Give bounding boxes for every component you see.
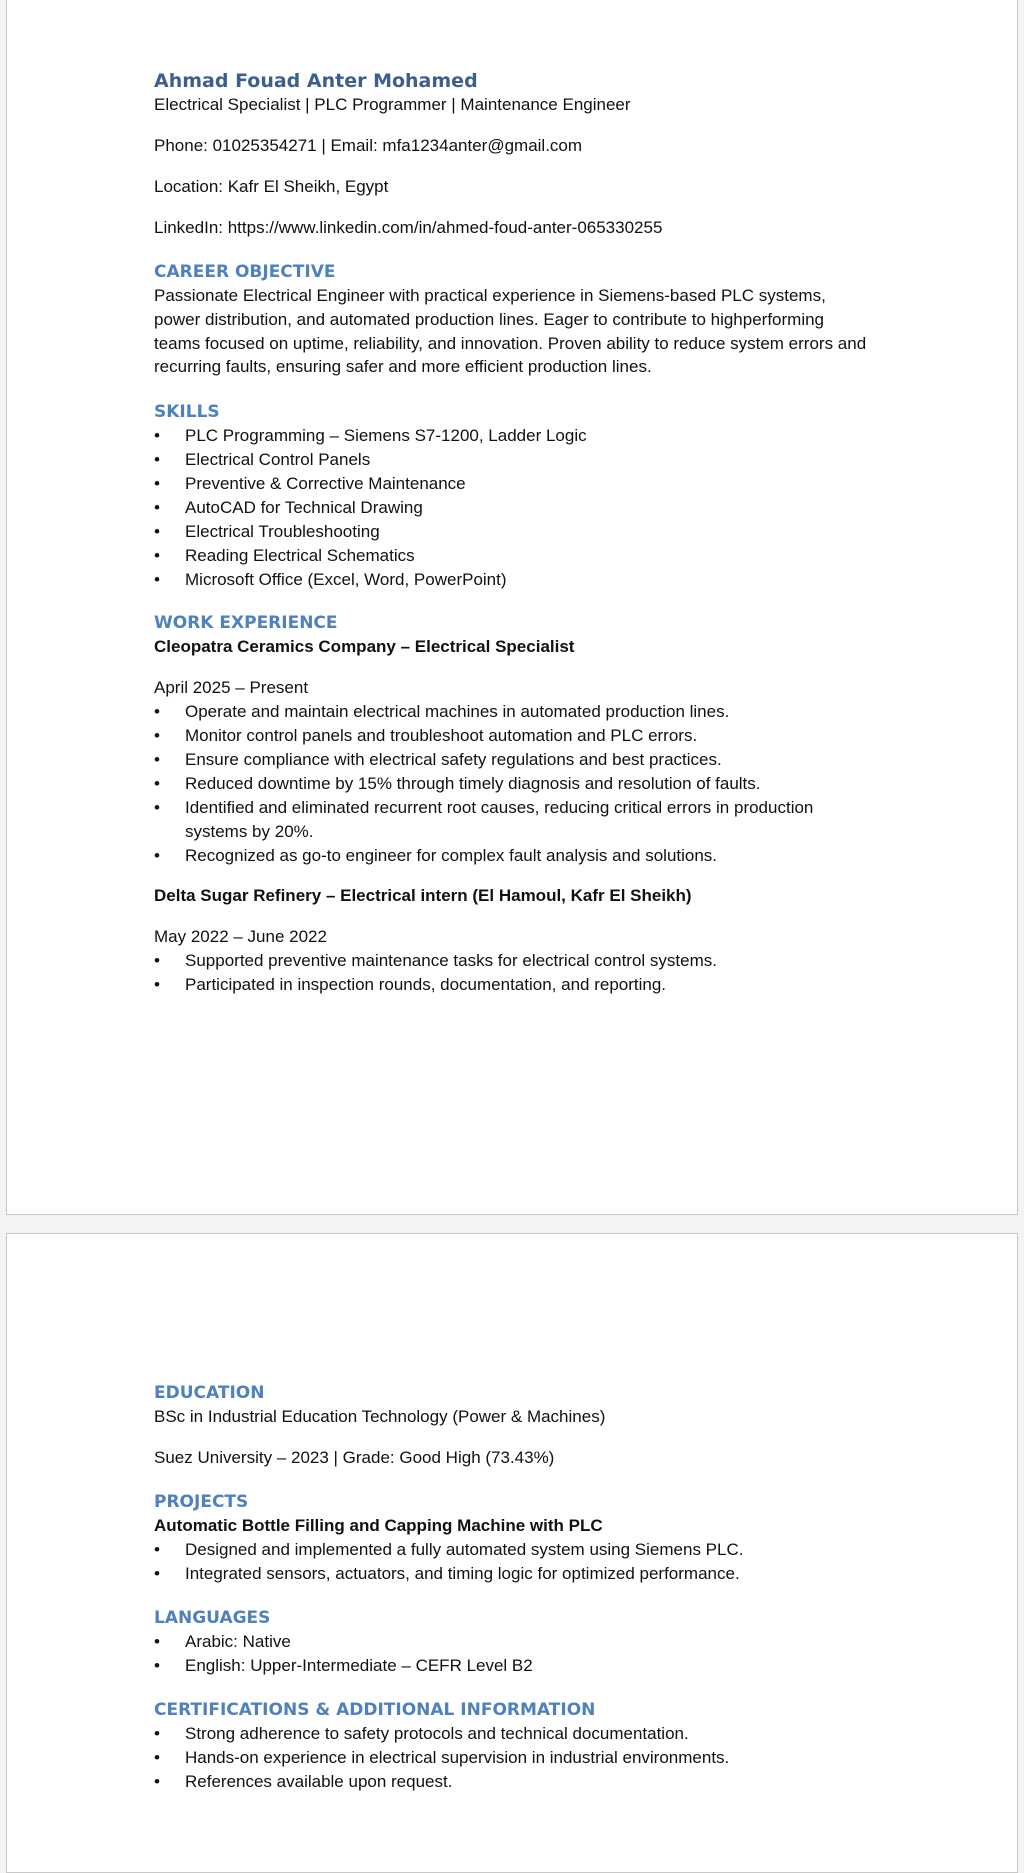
skill-text: Microsoft Office (Excel, Word, PowerPoint): [185, 570, 507, 590]
skill-text: PLC Programming – Siemens S7-1200, Ladder Logic: [185, 426, 587, 446]
education-school: Suez University – 2023 | Grade: Good High (73.43%): [154, 1448, 555, 1467]
skill-text: Preventive & Corrective Maintenance: [185, 474, 466, 494]
location-line: Location: Kafr El Sheikh, Egypt: [154, 177, 389, 196]
duty-text: Reduced downtime by 15% through timely diagnosis and resolution of faults.: [185, 774, 761, 794]
bullet-icon: •: [154, 702, 160, 722]
list-item: [154, 1562, 874, 1586]
list-item: [154, 1538, 874, 1562]
job-duties-list: [154, 949, 874, 997]
list-item: [154, 1770, 874, 1794]
list-item: [154, 949, 874, 973]
experience-heading: WORK EXPERIENCE: [154, 613, 338, 634]
bullet-icon: •: [154, 426, 160, 446]
duty-text: Monitor control panels and troubleshoot automation and PLC errors.: [185, 726, 698, 746]
page-1-content: [154, 69, 874, 997]
bullet-icon: •: [154, 546, 160, 566]
list-item: [154, 472, 874, 496]
job-title: Delta Sugar Refinery – Electrical intern (El Hamoul, Kafr El Sheikh): [154, 886, 692, 906]
candidate-name: Ahmad Fouad Anter Mohamed: [154, 70, 478, 92]
skill-text: Reading Electrical Schematics: [185, 546, 415, 566]
education-degree: BSc in Industrial Education Technology (Power & Machines): [154, 1407, 606, 1426]
duty-text: Identified and eliminated recurrent root causes, reducing critical errors in production systems by 20%.: [185, 798, 814, 842]
bullet-icon: •: [154, 846, 160, 866]
duty-text: Operate and maintain electrical machines in automated production lines.: [185, 702, 730, 722]
list-item: [154, 448, 874, 472]
bullet-icon: •: [154, 498, 160, 518]
bullet-icon: •: [154, 726, 160, 746]
document-page-2: [6, 1233, 1018, 1873]
projects-heading: PROJECTS: [154, 1492, 249, 1512]
certification-text: Strong adherence to safety protocols and technical documentation.: [185, 1724, 689, 1743]
bullet-icon: •: [154, 1564, 160, 1583]
list-item: [154, 568, 874, 592]
certification-text: References available upon request.: [185, 1772, 453, 1791]
bullet-icon: •: [154, 774, 160, 794]
list-item: [154, 496, 874, 520]
list-item: [154, 772, 874, 796]
languages-heading: LANGUAGES: [154, 1608, 271, 1628]
bullet-icon: •: [154, 750, 160, 770]
bullet-icon: •: [154, 474, 160, 494]
objective-text: Passionate Electrical Engineer with practical experience in Siemens-based PLC systems, power distribution, and automated production lines. Eager to contribute to highperforming teams focused on uptime, reliability, and innovation. Proven ability to reduce system errors and recurring faults, ensuring safer and more efficient production lines.: [154, 286, 867, 377]
bullet-icon: •: [154, 1748, 160, 1767]
page-2-content: [154, 1382, 874, 1794]
job-duties-list: [154, 700, 874, 868]
skill-text: Electrical Control Panels: [185, 450, 371, 470]
list-item: [154, 424, 874, 448]
job-title: Cleopatra Ceramics Company – Electrical Specialist: [154, 637, 575, 657]
list-item: [154, 1654, 874, 1678]
job-dates: May 2022 – June 2022: [154, 927, 327, 947]
objective-heading: CAREER OBJECTIVE: [154, 262, 336, 282]
list-item: [154, 973, 874, 997]
bullet-icon: •: [154, 1772, 160, 1791]
contact-line: Phone: 01025354271 | Email: mfa1234anter@gmail.com: [154, 136, 583, 155]
bullet-icon: •: [154, 1540, 160, 1559]
list-item: [154, 700, 874, 724]
project-list: [154, 1538, 874, 1586]
bullet-icon: •: [154, 975, 160, 995]
list-item: [154, 796, 874, 844]
project-text: Integrated sensors, actuators, and timing logic for optimized performance.: [185, 1564, 740, 1583]
list-item: [154, 844, 874, 868]
bullet-icon: •: [154, 951, 160, 971]
education-heading: EDUCATION: [154, 1383, 265, 1403]
candidate-title: Electrical Specialist | PLC Programmer | Maintenance Engineer: [154, 95, 631, 114]
certification-text: Hands-on experience in electrical supervision in industrial environments.: [185, 1748, 730, 1767]
list-item: [154, 1722, 874, 1746]
bullet-icon: •: [154, 1656, 160, 1675]
document-page-1: [6, 0, 1018, 1215]
list-item: [154, 1746, 874, 1770]
linkedin-line: LinkedIn: https://www.linkedin.com/in/ahmed-foud-anter-065330255: [154, 218, 663, 237]
bullet-icon: •: [154, 450, 160, 470]
skill-text: Electrical Troubleshooting: [185, 522, 380, 542]
project-title: Automatic Bottle Filling and Capping Machine with PLC: [154, 1516, 603, 1535]
certifications-list: [154, 1722, 874, 1794]
skills-list: [154, 424, 874, 592]
bullet-icon: •: [154, 1632, 160, 1651]
list-item: [154, 1630, 874, 1654]
languages-list: [154, 1630, 874, 1678]
duty-text: Recognized as go-to engineer for complex fault analysis and solutions.: [185, 846, 718, 866]
language-text: Arabic: Native: [185, 1632, 291, 1651]
duty-text: Participated in inspection rounds, documentation, and reporting.: [185, 975, 667, 995]
duty-text: Supported preventive maintenance tasks for electrical control systems.: [185, 951, 717, 971]
list-item: [154, 724, 874, 748]
skills-heading: SKILLS: [154, 402, 220, 423]
list-item: [154, 520, 874, 544]
list-item: [154, 748, 874, 772]
project-text: Designed and implemented a fully automated system using Siemens PLC.: [185, 1540, 744, 1559]
duty-text: Ensure compliance with electrical safety regulations and best practices.: [185, 750, 722, 770]
skill-text: AutoCAD for Technical Drawing: [185, 498, 423, 518]
list-item: [154, 544, 874, 568]
bullet-icon: •: [154, 522, 160, 542]
bullet-icon: •: [154, 1724, 160, 1743]
certifications-heading: CERTIFICATIONS & ADDITIONAL INFORMATION: [154, 1700, 596, 1720]
bullet-icon: •: [154, 798, 160, 818]
job-dates: April 2025 – Present: [154, 678, 309, 698]
language-text: English: Upper-Intermediate – CEFR Level B2: [185, 1656, 533, 1675]
bullet-icon: •: [154, 570, 160, 590]
